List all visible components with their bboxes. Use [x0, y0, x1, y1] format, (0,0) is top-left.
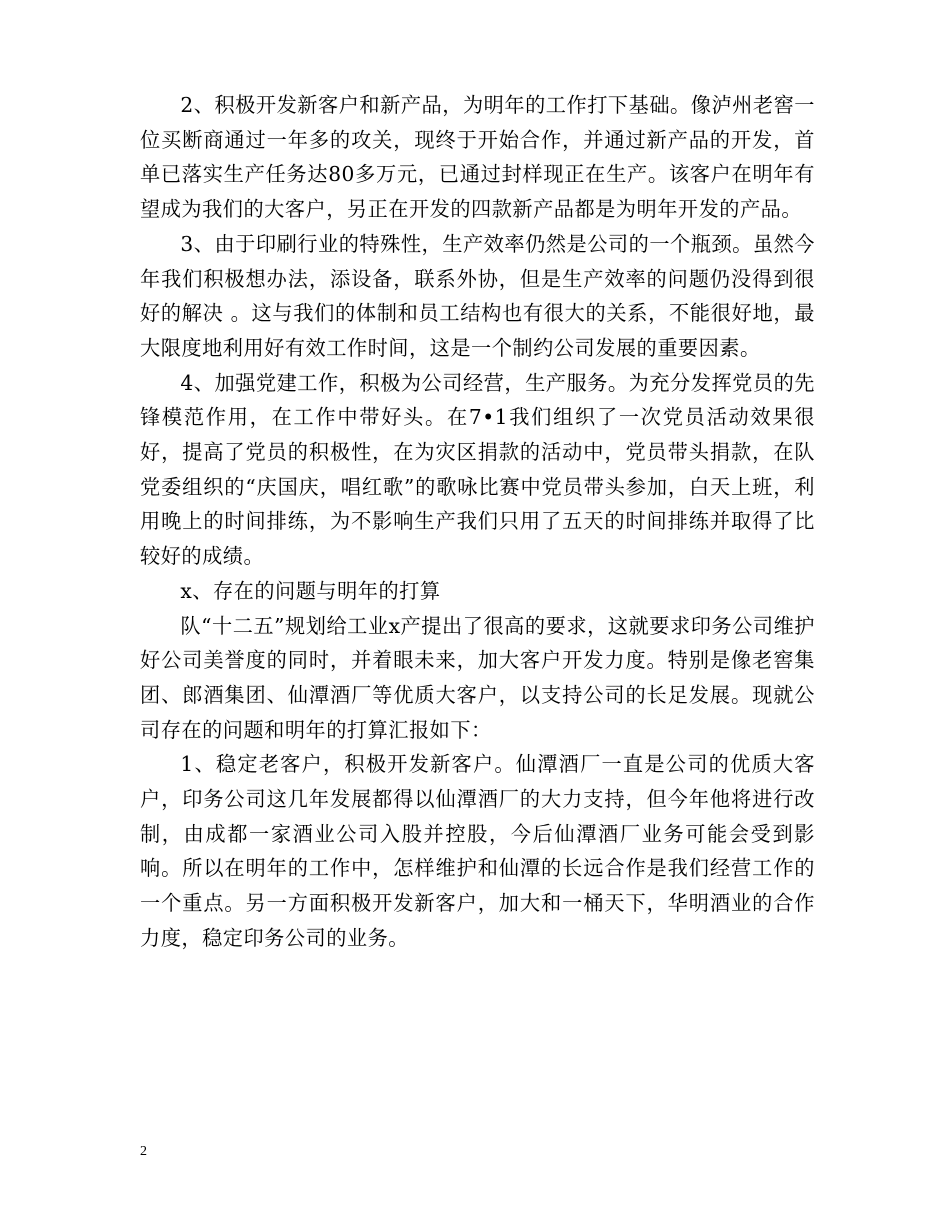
- paragraph-party-building: 4、加强党建工作，积极为公司经营，生产服务。为充分发挥党员的先锋模范作用，在工作中带好头。在7•1我们组织了一次党员活动效果很好，提高了党员的积极性，在为灾区捐款的活动中，党员带头捐款，在队党委组织的“庆国庆，唱红歌”的歌咏比赛中党员带头参加，白天上班，利用晚上的时间排练，为不影响生产我们只用了五天的时间排练并取得了比较好的成绩。: [140, 370, 815, 569]
- paragraph-new-customers: 2、积极开发新客户和新产品，为明年的工作打下基础。像泸州老窖一位买断商通过一年多的攻关，现终于开始合作，并通过新产品的开发，首单已落实生产任务达80多万元，已通过封样现正在生产。该客户在明年有望成为我们的大客户，另正在开发的四款新产品都是为明年开发的产品。: [140, 93, 815, 222]
- document-body: [140, 88, 815, 956]
- paragraph-stabilize-customers: 1、稳定老客户，积极开发新客户。仙潭酒厂一直是公司的优质大客户，印务公司这几年发展都得以仙潭酒厂的大力支持，但今年他将进行改制，由成都一家酒业公司入股并控股，今后仙潭酒厂业务可能会受到影响。所以在明年的工作中，怎样维护和仙潭的长远合作是我们经营工作的一个重点。另一方面积极开发新客户，加大和一桶天下，华明酒业的合作力度，稳定印务公司的业务。: [140, 752, 815, 950]
- page-number: 2: [140, 1144, 147, 1159]
- section-heading-problems-and-plans: x、存在的问题与明年的打算: [180, 578, 441, 603]
- paragraph-production-efficiency: 3、由于印刷行业的特殊性，生产效率仍然是公司的一个瓶颈。虽然今年我们积极想办法，添设备，联系外协，但是生产效率的问题仍没得到很好的解决 。这与我们的体制和员工结构也有很大的关系，不能很好地，最大限度地利用好有效工作时间，这是一个制约公司发展的重要因素。: [140, 231, 815, 360]
- paragraph-five-year-plan: 队“十二五”规划给工业x产提出了很高的要求，这就要求印务公司维护好公司美誉度的同时，并着眼未来，加大客户开发力度。特别是像老窖集团、郎酒集团、仙潭酒厂等优质大客户，以支持公司的长足发展。现就公司存在的问题和明年的打算汇报如下：: [140, 613, 815, 742]
